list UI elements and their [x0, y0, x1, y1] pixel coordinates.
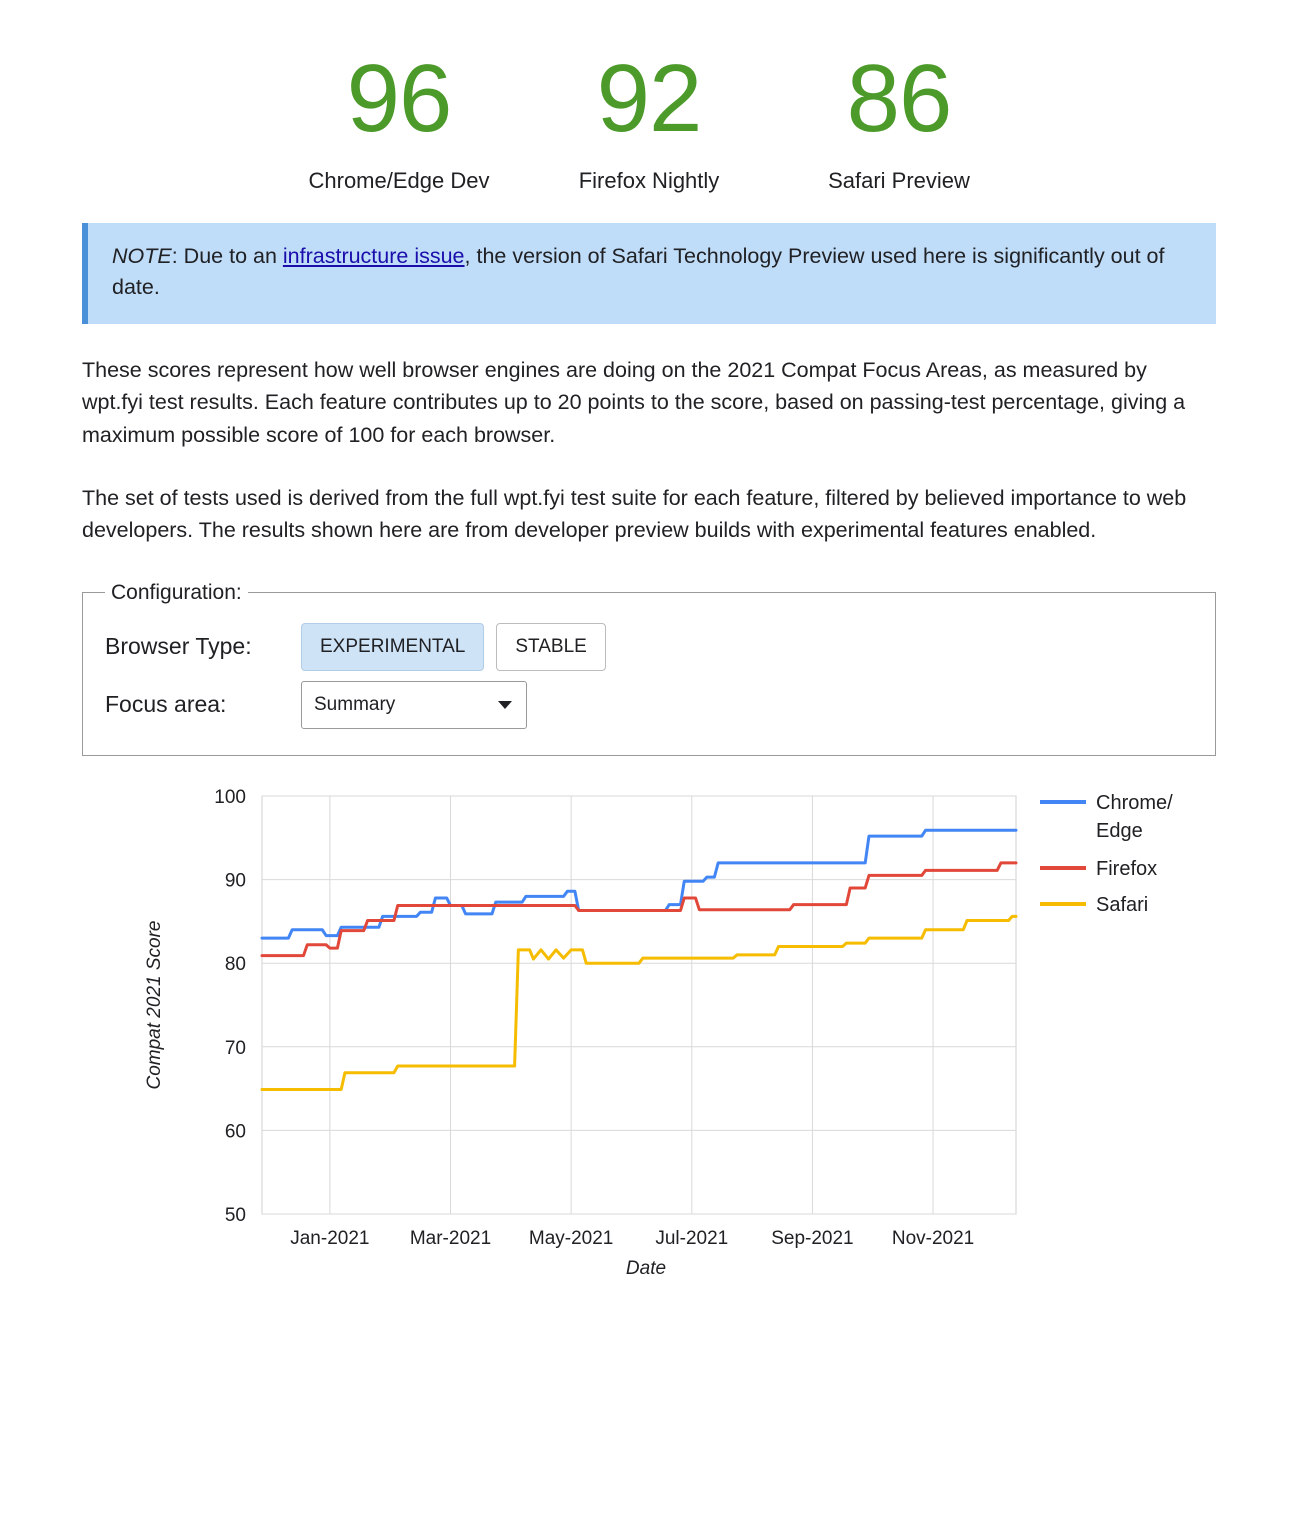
y-tick-label: 50 — [224, 1204, 246, 1226]
x-tick-label: Mar-2021 — [409, 1227, 492, 1249]
score-value: 86 — [846, 45, 952, 152]
score-label: Safari Preview — [828, 167, 970, 193]
x-tick-label: May-2021 — [528, 1227, 614, 1249]
score-label: Chrome/Edge Dev — [308, 167, 490, 193]
score-label: Firefox Nightly — [578, 167, 720, 193]
x-tick-label: Jan-2021 — [290, 1227, 370, 1249]
legend-label: Firefox — [1096, 857, 1158, 880]
browser-type-stable-button[interactable]: STABLE — [496, 623, 605, 671]
legend-label: Chrome/ Edge — [1096, 791, 1173, 842]
y-tick-label: 100 — [214, 786, 246, 808]
note-text-after: , the version of Safari Technology Preview used here is significantly out of date. — [112, 244, 1165, 300]
focus-area-row — [105, 681, 1193, 729]
note-text-before: : Due to an — [171, 244, 283, 269]
note-prefix: NOTE — [112, 244, 172, 269]
info-note — [82, 223, 1216, 323]
y-tick-label: 80 — [224, 954, 246, 976]
infrastructure-issue-link[interactable]: infrastructure issue — [282, 244, 465, 269]
y-tick-label: 90 — [224, 870, 246, 892]
x-axis-title: Date — [625, 1257, 667, 1279]
chevron-down-icon — [498, 701, 512, 709]
configuration-panel — [82, 581, 1216, 756]
x-tick-label: Sep-2021 — [771, 1227, 854, 1249]
chart-legend — [1040, 792, 1173, 916]
score-summary — [0, 0, 1298, 195]
score-firefox — [524, 46, 774, 195]
x-tick-label: Jul-2021 — [655, 1227, 729, 1249]
chart-svg — [0, 780, 1298, 1320]
browser-type-toggle-group — [301, 623, 606, 671]
score-chrome — [274, 46, 524, 195]
browser-type-row — [105, 623, 1193, 671]
y-tick-label: 60 — [224, 1121, 246, 1143]
y-tick-label: 70 — [224, 1037, 246, 1059]
description-paragraph-1: These scores represent how well browser engines are doing on the 2021 Compat Focus Areas, as measured by wpt.fyi test results. Each feature contributes up to 20 points to the score, based on passing-test percentage, giving a maximum possible score of 100 for each browser. — [82, 357, 1186, 447]
description-paragraph-2: The set of tests used is derived from the full wpt.fyi test suite for each feature, filtered by believed importance to web developers. The results shown here are from developer preview builds with experimental features enabled. — [82, 485, 1187, 543]
compat-score-chart — [0, 780, 1298, 1320]
browser-type-label: Browser Type: — [105, 633, 252, 660]
score-value: 92 — [596, 45, 702, 152]
y-axis-ticks — [214, 787, 246, 1226]
score-safari — [774, 46, 1024, 195]
focus-area-selected-value: Summary — [314, 693, 396, 715]
focus-area-select[interactable] — [301, 681, 527, 729]
focus-area-label: Focus area: — [105, 691, 227, 718]
score-value: 96 — [346, 45, 452, 152]
browser-type-experimental-button[interactable]: EXPERIMENTAL — [301, 623, 484, 671]
configuration-legend: Configuration: — [111, 580, 242, 604]
x-tick-label: Nov-2021 — [891, 1227, 975, 1249]
plot-area — [262, 796, 1016, 1214]
x-axis-ticks — [290, 1228, 974, 1249]
y-axis-title: Compat 2021 Score — [144, 920, 165, 1090]
legend-label: Safari — [1096, 893, 1149, 916]
